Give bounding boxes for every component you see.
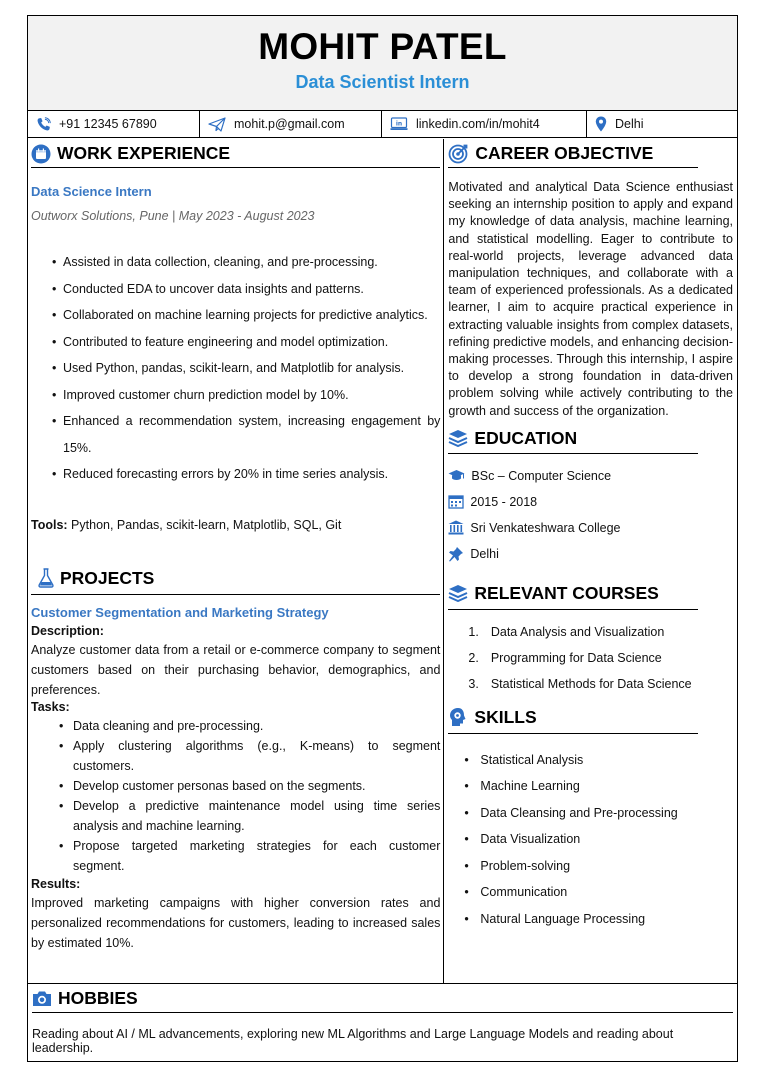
skills-list	[448, 747, 733, 933]
education-years-row: 2015 - 2018	[448, 489, 733, 515]
description-label: Description:	[31, 623, 104, 638]
skill-item: • Problem-solving	[464, 853, 733, 880]
job-title: Data Science Intern	[31, 184, 152, 199]
target-icon	[448, 143, 469, 164]
flask-icon	[38, 568, 54, 588]
task-bullet	[31, 796, 440, 836]
camera-icon	[32, 990, 52, 1007]
work-bullet: • Collaborated on machine learning projects for predictive analytics.	[52, 302, 440, 329]
education-city-row: Delhi	[448, 541, 733, 567]
task-text: Propose targeted marketing strategies for each customer segment.	[73, 838, 441, 873]
work-bullet: • Assisted in data collection, cleaning, and pre-processing.	[52, 249, 440, 276]
calendar-icon	[448, 494, 464, 509]
institution-icon	[448, 520, 464, 535]
skill-item: • Data Visualization	[464, 826, 733, 853]
brain-gear-icon	[448, 707, 468, 727]
results-label: Results:	[31, 876, 81, 891]
course-text: Data Analysis and Visualization	[490, 624, 665, 639]
projects-heading: PROJECTS	[31, 568, 440, 595]
linkedin-icon	[390, 117, 408, 131]
content-columns	[28, 139, 737, 983]
contact-email[interactable]	[200, 111, 382, 137]
left-column	[28, 139, 444, 983]
job-company: Outworx Solutions, Pune | May 2023 - August 2023	[31, 209, 315, 223]
hobbies-text: Reading about AI / ML advancements, exploring new ML Algorithms and Large Language Models and reading about leadership.	[32, 1027, 674, 1055]
course-text: Statistical Methods for Data Science	[490, 676, 692, 691]
phone-icon	[36, 117, 51, 132]
location-pin-icon	[595, 116, 607, 132]
course-number: 1.	[468, 624, 479, 639]
candidate-name: MOHIT PATEL	[258, 26, 507, 67]
linkedin-text: linkedin.com/in/mohit4	[416, 117, 540, 131]
project-title: Customer Segmentation and Marketing Strategy	[31, 604, 329, 620]
career-objective-heading: CAREER OBJECTIVE	[448, 143, 698, 168]
task-text: Apply clustering algorithms (e.g., K-means) to segment customers.	[73, 738, 441, 773]
hobbies-section	[28, 983, 737, 1062]
bullet-dot: •	[59, 718, 64, 733]
hobbies-heading: HOBBIES	[32, 988, 733, 1013]
task-bullet	[31, 836, 440, 876]
work-bullet: • Used Python, pandas, scikit-learn, and Matplotlib for analysis.	[52, 355, 440, 382]
calendar-briefcase-icon	[31, 144, 51, 164]
course-text: Programming for Data Science	[490, 650, 662, 665]
education-heading: EDUCATION	[448, 428, 698, 454]
tools-line	[31, 518, 440, 532]
tools-value: Python, Pandas, scikit-learn, Matplotlib, SQL, Git	[67, 517, 342, 532]
skill-item: • Data Cleansing and Pre-processing	[464, 800, 733, 827]
work-bullets	[31, 249, 440, 488]
skill-item: • Statistical Analysis	[464, 747, 733, 774]
tasks-label: Tasks:	[31, 699, 70, 714]
course-item	[468, 645, 733, 671]
resume-header	[28, 16, 737, 111]
education-degree-row: BSc – Computer Science	[448, 463, 733, 489]
skill-item: • Machine Learning	[464, 773, 733, 800]
work-experience-heading: WORK EXPERIENCE	[31, 143, 440, 168]
objective-text: Motivated and analytical Data Science enthusiast seeking an internship position to apply and expand my knowledge of data analysis, machine learning, and statistical modelling. Eager to contribute to real-world projects, leverage advanced data manipulation techniques, and collaborate with a team of experienced professionals. As a dedicated learner, I aim to acquire practical experience in extracting valuable insights from complex datasets, refining predictive models, and enhancing decision-making processes. Through this internship, I aspire to develop a strong foundation in data-driven problem solving while actively contributing to the growth and success of the organization.	[448, 180, 733, 418]
right-column	[444, 139, 737, 983]
bullet-dot: •	[59, 778, 64, 793]
send-icon	[208, 117, 226, 132]
task-text: Develop customer personas based on the segments.	[73, 778, 366, 793]
location-text: Delhi	[615, 117, 644, 131]
layers-icon	[448, 584, 468, 602]
graduation-cap-icon	[448, 469, 465, 482]
skill-item: • Communication	[464, 879, 733, 906]
candidate-role: Data Scientist Intern	[295, 72, 470, 92]
course-item	[468, 671, 733, 697]
education-list	[448, 463, 733, 567]
tools-label: Tools:	[31, 517, 68, 532]
task-text: Data cleaning and pre-processing.	[73, 718, 264, 733]
contact-linkedin[interactable]	[382, 111, 587, 137]
work-bullet: • Conducted EDA to uncover data insights and patterns.	[52, 276, 440, 303]
email-text: mohit.p@gmail.com	[234, 117, 345, 131]
relevant-courses-heading: RELEVANT COURSES	[448, 583, 698, 610]
skills-heading: SKILLS	[448, 707, 698, 734]
contact-location	[587, 111, 737, 137]
resume-page	[27, 15, 738, 1062]
bullet-dot: •	[59, 738, 64, 753]
task-bullet	[31, 736, 440, 776]
svg-text:in: in	[395, 120, 403, 128]
work-bullet: • Reduced forecasting errors by 20% in time series analysis.	[52, 461, 440, 488]
project-results: Improved marketing campaigns with higher conversion rates and personalized recommendations for customers, leading to increased sales by estimated 10%.	[31, 895, 441, 950]
layers-icon	[448, 429, 468, 447]
pushpin-icon	[448, 546, 464, 562]
skill-item: • Natural Language Processing	[464, 906, 733, 933]
course-number: 2.	[468, 650, 479, 665]
contact-bar	[28, 111, 737, 138]
course-number: 3.	[468, 676, 479, 691]
work-bullet: • Improved customer churn prediction model by 10%.	[52, 382, 440, 409]
task-text: Develop a predictive maintenance model using time series analysis and machine learning.	[73, 798, 441, 833]
education-college-row: Sri Venkateshwara College	[448, 515, 733, 541]
task-bullet	[31, 776, 440, 796]
course-item	[468, 619, 733, 645]
phone-text: +91 12345 67890	[59, 117, 157, 131]
work-bullet: • Contributed to feature engineering and model optimization.	[52, 329, 440, 356]
contact-phone	[28, 111, 200, 137]
task-bullet	[31, 716, 440, 736]
project-description: Analyze customer data from a retail or e-commerce company to segment customers based on their purchasing behavior, demographics, and preferences.	[31, 642, 441, 697]
work-bullet: • Enhanced a recommendation system, increasing engagement by 15%.	[52, 408, 440, 461]
courses-list	[448, 619, 733, 697]
bullet-dot: •	[59, 798, 64, 813]
bullet-dot: •	[59, 838, 64, 853]
tasks-list	[31, 716, 440, 876]
